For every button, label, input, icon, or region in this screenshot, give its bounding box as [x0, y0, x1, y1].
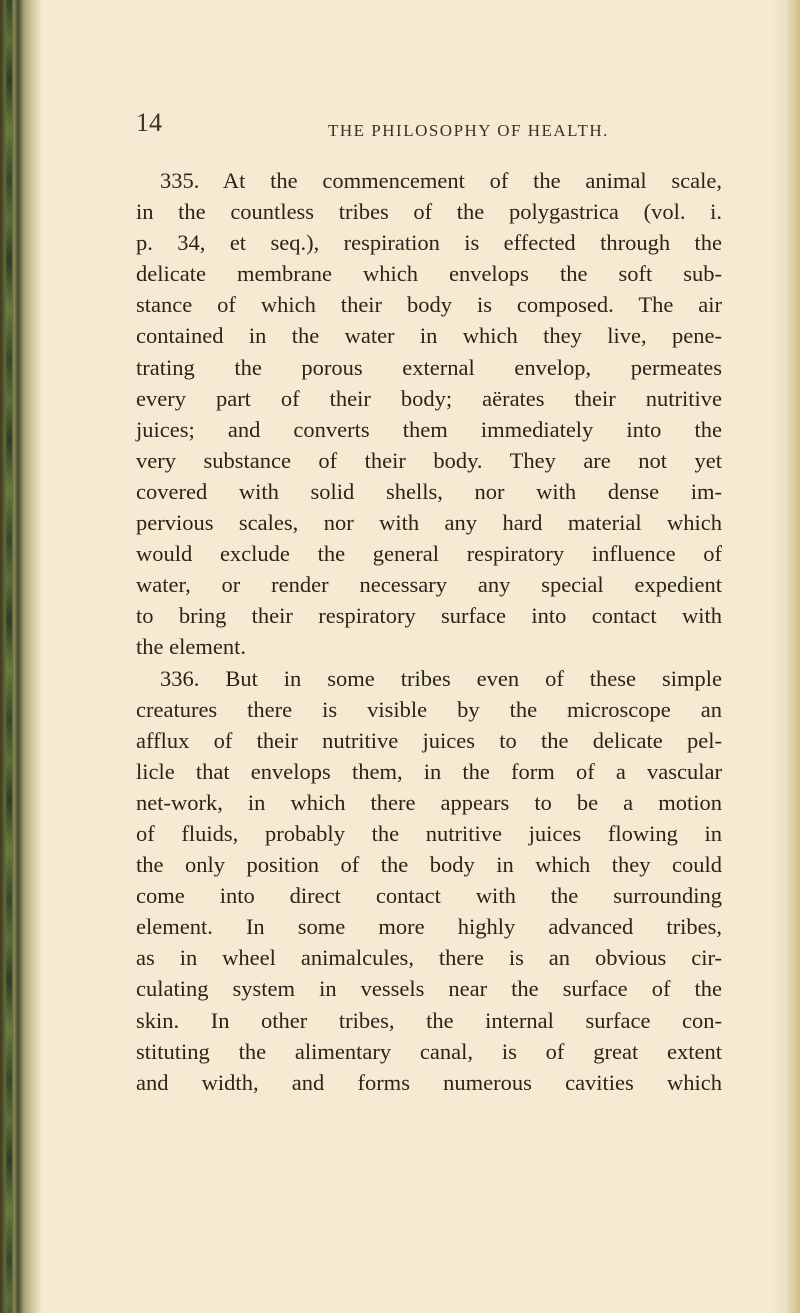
text-line: creatures there is visible by the microscope an	[136, 696, 722, 722]
text-line: of fluids, probably the nutritive juices flowing in	[136, 820, 722, 846]
text-line: come into direct contact with the surrounding	[136, 883, 722, 909]
page-right-edge	[786, 0, 800, 1313]
text-line: trating the porous external envelop, permeates	[136, 354, 722, 380]
text-line: 335. At the commencement of the animal scale,	[160, 168, 722, 193]
text-line: 336. But in some tribes even of these simple	[160, 665, 722, 691]
text-line: very substance of their body. They are not yet	[136, 447, 722, 473]
text-line: the only position of the body in which they could	[136, 852, 722, 878]
text-line: stance of which their body is composed. The air	[136, 292, 722, 318]
page-number: 14	[136, 108, 162, 137]
text-line: the element.	[136, 634, 246, 660]
binding-stripe	[6, 0, 12, 1313]
text-line: net-work, in which there appears to be a motion	[136, 789, 722, 815]
running-head: THE PHILOSOPHY OF HEALTH.	[328, 121, 609, 140]
text-line: every part of their body; aërates their nutritive	[136, 385, 722, 411]
text-line: p. 34, et seq.), respiration is effected through the	[136, 230, 722, 256]
book-binding-edge	[0, 0, 42, 1313]
text-line: as in wheel animalcules, there is an obvious cir-	[136, 945, 722, 971]
text-line: contained in the water in which they live, pene-	[136, 323, 722, 349]
text-line: skin. In other tribes, the internal surface con-	[136, 1007, 722, 1033]
text-line: and width, and forms numerous cavities which	[136, 1069, 722, 1095]
text-line: in the countless tribes of the polygastrica (vol. i.	[136, 199, 722, 225]
text-line: water, or render necessary any special expedient	[136, 572, 722, 598]
text-line: culating system in vessels near the surface of the	[136, 976, 722, 1002]
paragraph-336	[136, 663, 722, 1098]
text-line: licle that envelops them, in the form of a vascular	[136, 758, 722, 784]
text-line: afflux of their nutritive juices to the delicate pel-	[136, 727, 722, 753]
text-line: stituting the alimentary canal, is of great extent	[136, 1038, 722, 1064]
page-header	[136, 108, 696, 148]
text-line: element. In some more highly advanced tribes,	[136, 914, 722, 940]
text-line: to bring their respiratory surface into contact with	[136, 603, 722, 629]
paragraph-335	[136, 165, 722, 663]
text-line: juices; and converts them immediately into the	[136, 416, 722, 442]
body-text	[136, 165, 722, 1098]
text-line: pervious scales, nor with any hard material which	[136, 510, 722, 536]
text-line: would exclude the general respiratory influence of	[136, 541, 722, 567]
text-line: covered with solid shells, nor with dense im-	[136, 478, 722, 504]
text-line: delicate membrane which envelops the soft sub-	[136, 261, 722, 287]
